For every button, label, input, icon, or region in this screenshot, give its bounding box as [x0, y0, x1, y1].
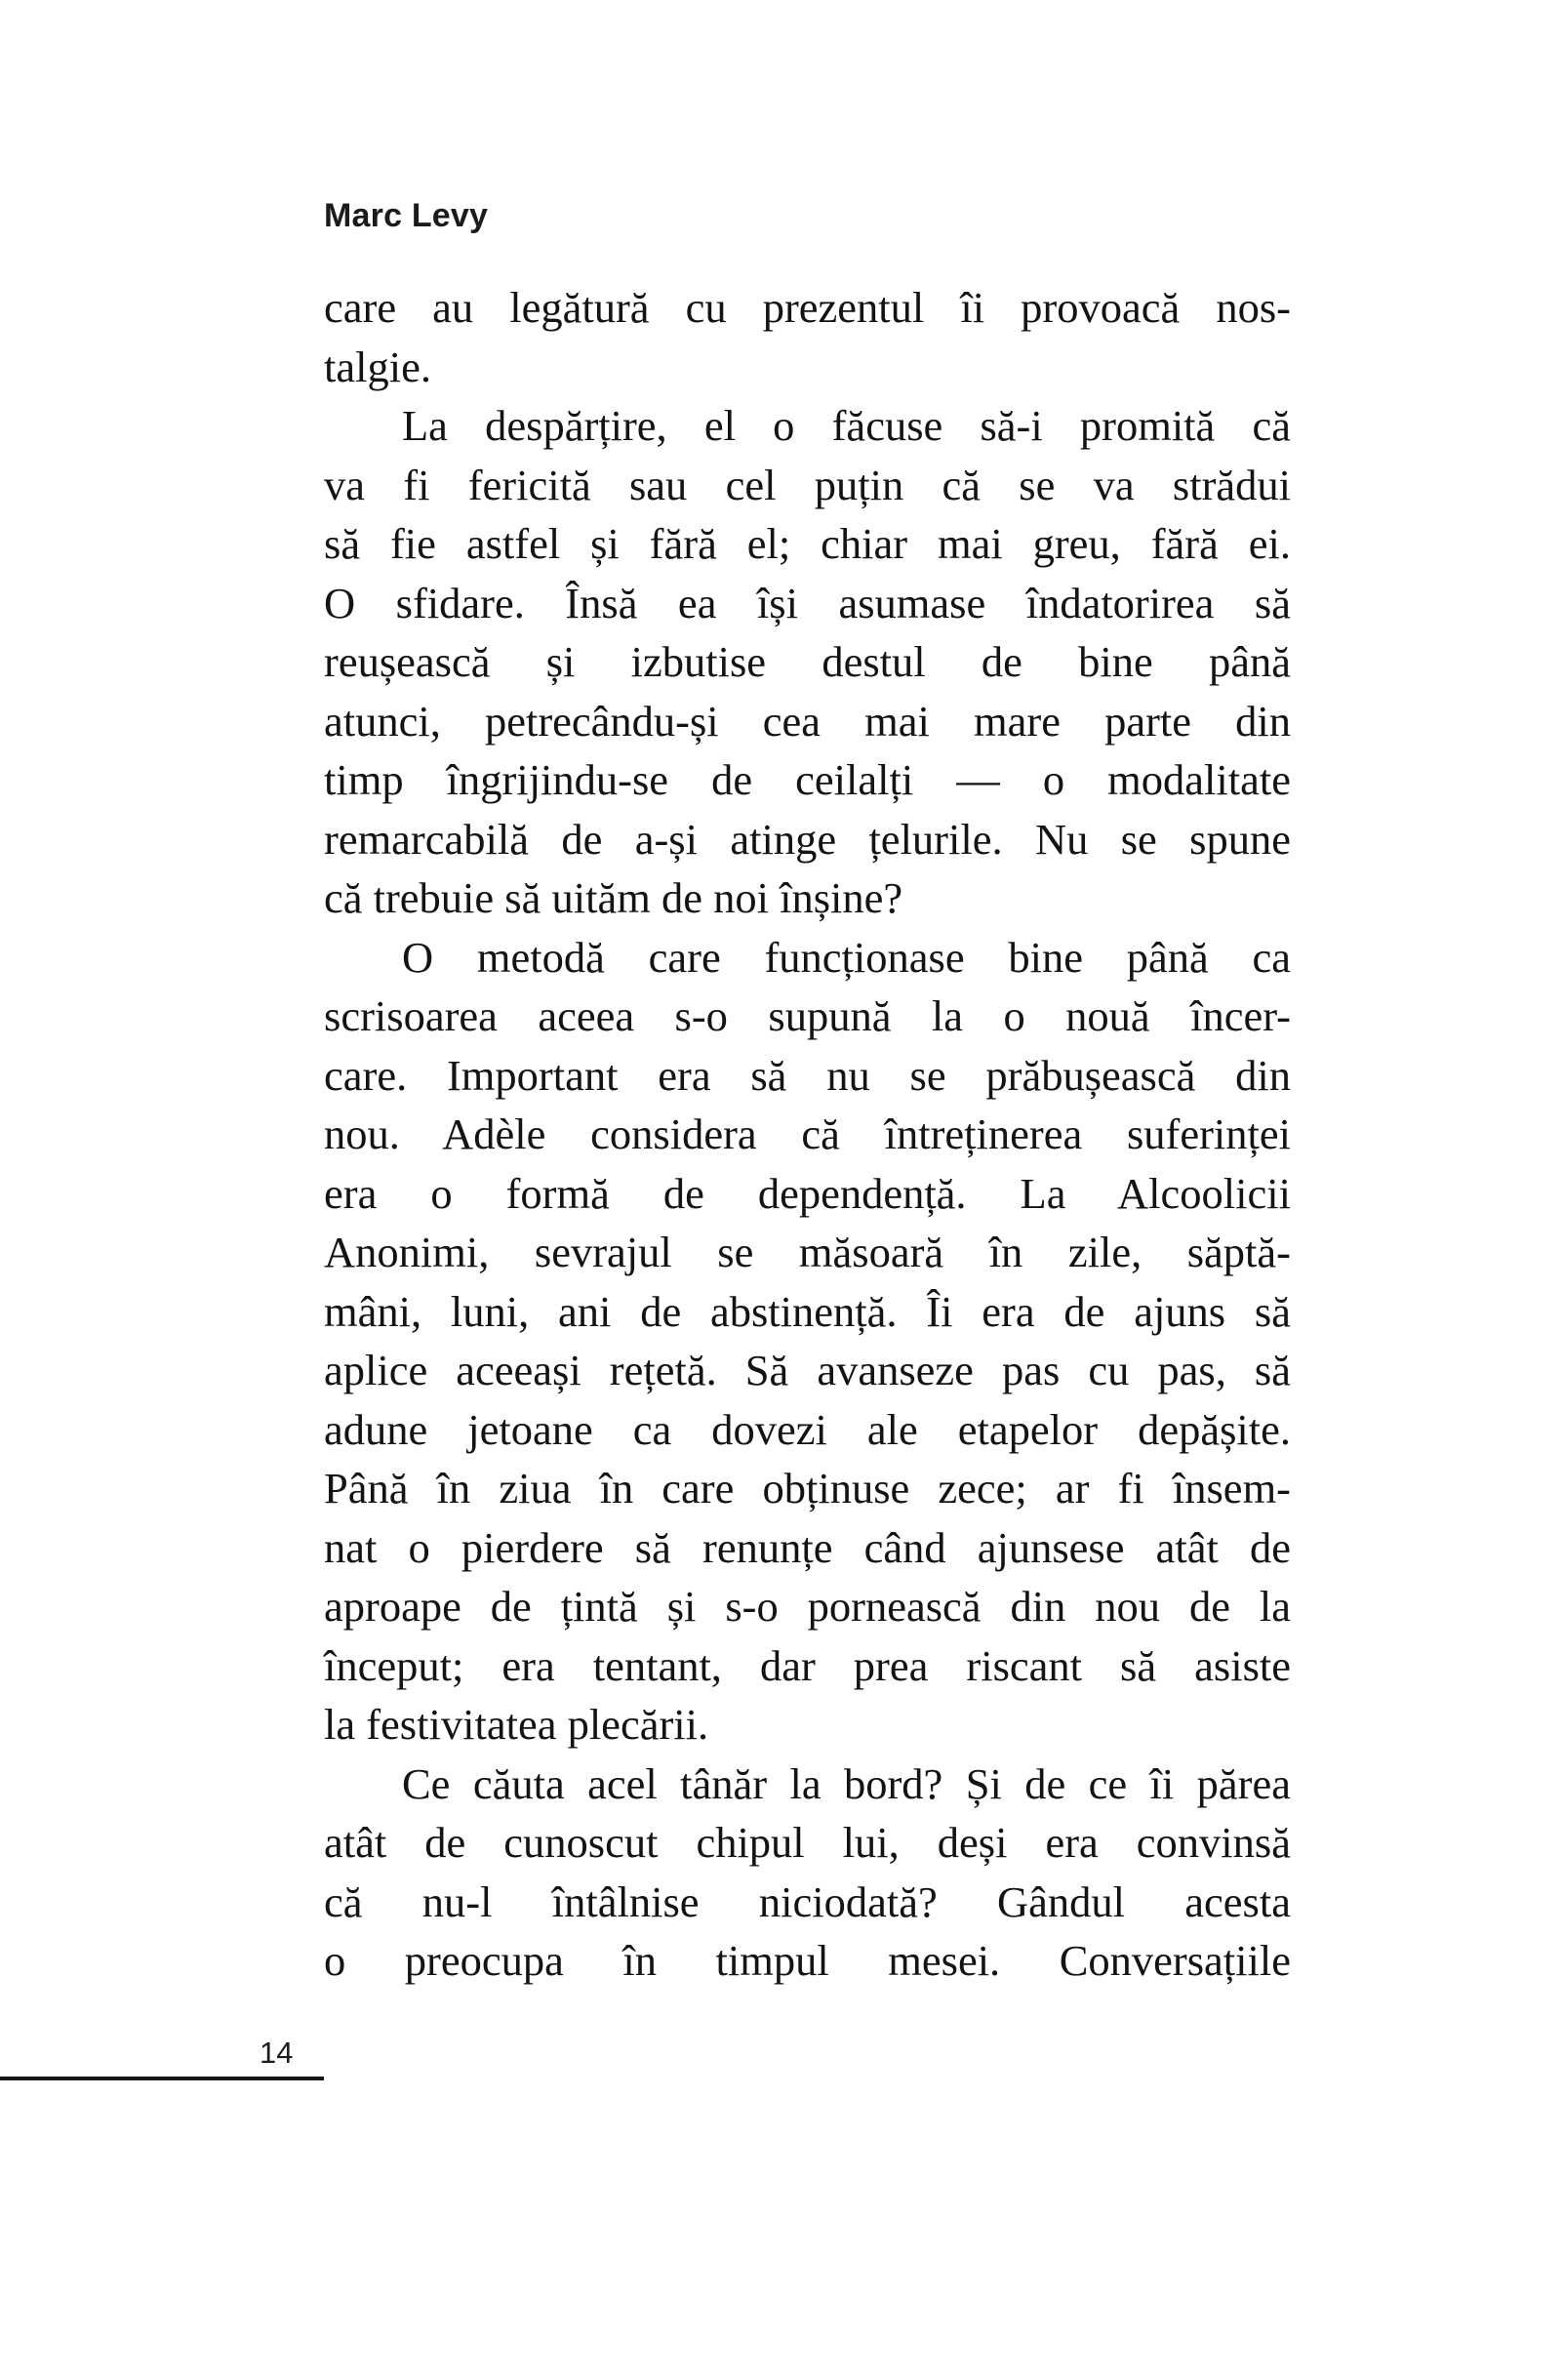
- text-line: adune jetoane ca dovezi ale etapelor depășite.: [324, 1404, 1291, 1454]
- text-line: început; era tentant, dar prea riscant să asiste: [324, 1640, 1291, 1690]
- text-line: reușească și izbutise destul de bine până: [324, 637, 1291, 686]
- text-line: nou. Adèle considera că întreținerea suferinței: [324, 1109, 1291, 1158]
- footer-rule: [0, 2077, 324, 2080]
- text-line: aproape de țintă și s-o pornească din nou de la: [324, 1582, 1291, 1631]
- body-text-block: [324, 278, 1291, 1991]
- text-line: care au legătură cu prezentul îi provoacă nos-: [324, 283, 1291, 332]
- text-line: atât de cunoscut chipul lui, deși era convinsă: [324, 1818, 1291, 1867]
- text-line: Anonimi, sevrajul se măsoară în zile, săptă-: [324, 1228, 1291, 1276]
- text-line: La despărțire, el o făcuse să-i promită că: [402, 401, 1291, 450]
- text-line: Până în ziua în care obținuse zece; ar fi însem-: [324, 1464, 1291, 1513]
- text-line: la festivitatea plecării.: [324, 1700, 709, 1749]
- running-header-author: Marc Levy: [324, 197, 489, 234]
- text-line: o preocupa în timpul mesei. Conversațiile: [324, 1936, 1291, 1985]
- text-line: nat o pierdere să renunțe când ajunsese atât de: [324, 1522, 1291, 1572]
- text-line: era o formă de dependență. La Alcoolicii: [324, 1168, 1291, 1218]
- text-line: scrisoarea aceea s-o supună la o nouă încer-: [324, 991, 1291, 1040]
- text-line: care. Important era să nu se prăbușească din: [324, 1050, 1291, 1100]
- text-line: mâni, luni, ani de abstinență. Îi era de ajuns să: [324, 1286, 1291, 1336]
- text-line: remarcabilă de a-și atinge țelurile. Nu se spune: [324, 814, 1291, 864]
- text-line: timp îngrijindu-se de ceilalți — o modalitate: [324, 755, 1291, 804]
- text-line: talgie.: [324, 342, 431, 391]
- text-line: aplice aceeași rețetă. Să avanseze pas cu pas, să: [324, 1346, 1291, 1394]
- text-line: că nu-l întâlnise niciodată? Gândul acesta: [324, 1876, 1291, 1926]
- text-line: că trebuie să uităm de noi înșine?: [324, 873, 903, 922]
- text-line: atunci, petrecându-și cea mai mare parte din: [324, 696, 1291, 746]
- text-line: va fi fericită sau cel puțin că se va strădui: [324, 460, 1291, 509]
- page-number: 14: [260, 2036, 294, 2070]
- text-line: O sfidare. Însă ea își asumase îndatorirea să: [324, 578, 1291, 627]
- text-line: să fie astfel și fără el; chiar mai greu, fără ei.: [324, 519, 1291, 568]
- text-line: Ce căuta acel tânăr la bord? Și de ce îi părea: [402, 1758, 1291, 1808]
- text-line: O metodă care funcționase bine până ca: [402, 932, 1291, 982]
